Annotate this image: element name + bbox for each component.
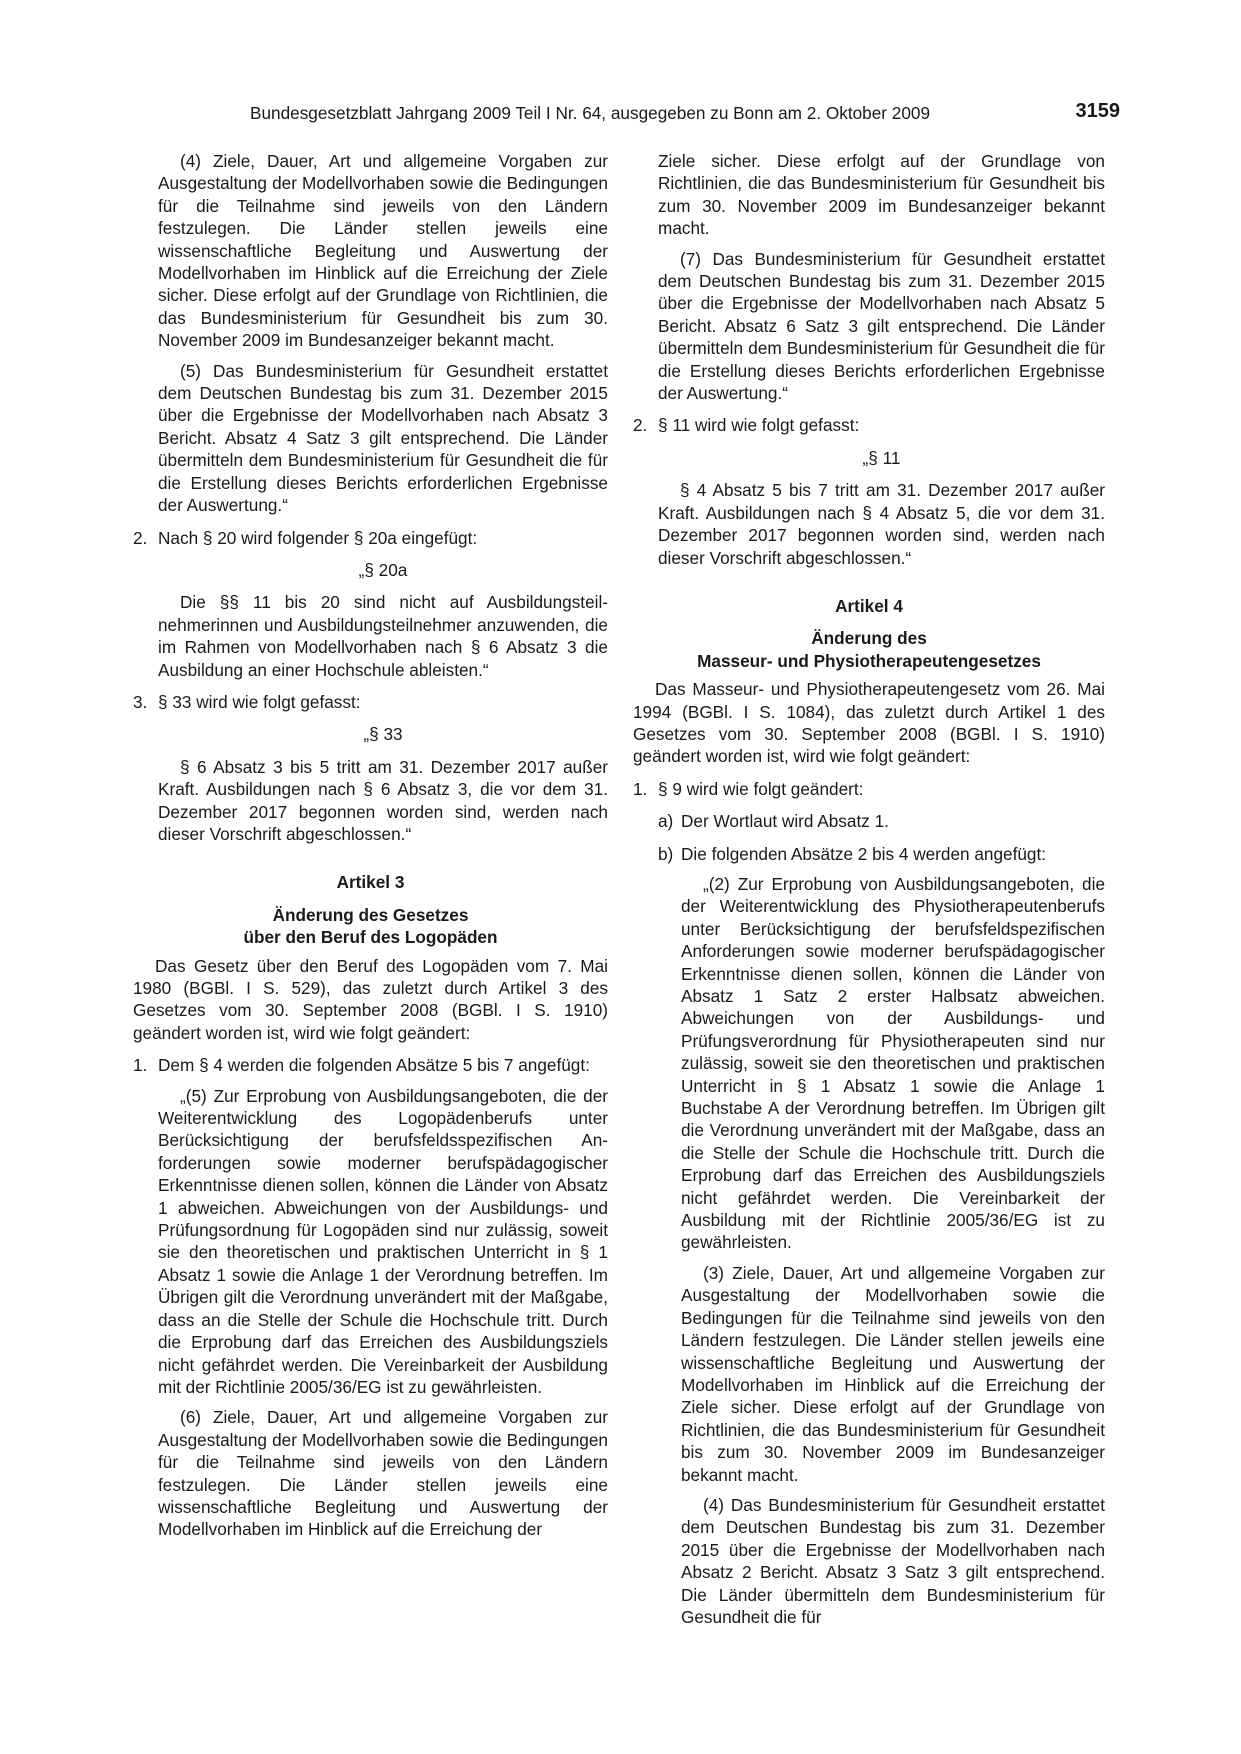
paragraph-4: (4) Ziele, Dauer, Art und allgemeine Vorgaben zur Ausgestaltung der Modellvorhaben sowie die Bedingungen für die Teilnahme sind jeweils von den Ländern festzulegen. Die Länder stellen jeweils eine wissenschaftliche Begleitung und Auswertung der Modellvorhaben im Hinblick auf die Erreichung der Ziele sicher. Diese erfolgt auf der Grundlage von Richtlinien, die das Bundesministerium für Gesundheit bis zum 30. November 2009 im Bundesanzeiger bekannt macht. bbox=[158, 151, 608, 351]
article-4-intro: Das Masseur- und Physiotherapeutengesetz vom 26. Mai 1994 (BGBl. I S. 1084), das zuletzt durch Artikel 1 des Gesetzes vom 30. September 2008 (BGBl. I S. 1910) geändert worden ist, wird wie folgt geändert: bbox=[633, 679, 1105, 767]
section-text-11: § 4 Absatz 5 bis 7 tritt am 31. Dezember 2017 außer Kraft. Ausbildungen nach § 4 Absatz 5, die vor dem 31. Dezember 2017 begonnen worden sind, werden nach dieser Vorschrift abgeschlossen.“ bbox=[658, 480, 1105, 568]
article-4-title-line-1: Änderung des bbox=[811, 628, 927, 649]
article-3-intro: Das Gesetz über den Beruf des Logopäden vom 7. Mai 1980 (BGBl. I S. 529), das zuletzt durch Artikel 3 des Gesetzes vom 30. September 2008 (BGBl. I S. 1910) geändert worden ist, wird wie folgt geändert: bbox=[133, 955, 608, 1043]
physio-paragraph-4: (4) Das Bundesministerium für Gesundheit erstattet dem Deutschen Bundestag bis zum 31. Dezember 2015 über die Ergebnisse der Modellvorhaben nach Absatz 2 Bericht. Absatz 3 Satz 3 gilt entsprechend. Die Länder übermitteln dem Bundesministerium für Gesundheit die für bbox=[681, 1494, 1105, 1627]
list-number: 3. bbox=[133, 691, 148, 712]
article-4-label: Artikel 4 bbox=[835, 595, 903, 616]
section-heading-33: „§ 33 bbox=[363, 724, 403, 745]
left-column bbox=[133, 150, 608, 1541]
article-3-title-line-2: über den Beruf des Logopäden bbox=[243, 927, 498, 948]
article-4-title bbox=[633, 627, 1105, 672]
list-number: 2. bbox=[133, 527, 148, 548]
list-item-3 bbox=[133, 691, 608, 713]
physio-paragraph-3: (3) Ziele, Dauer, Art und allgemeine Vorgaben zur Ausgestaltung der Modellvorhaben sowie die Bedingungen für die Teilnahme sind jeweils von den Ländern festzulegen. Die Länder stellen jeweils eine wissenschaftliche Begleitung und Auswertung der Modellvorhaben im Hinblick auf die Erreichung der Ziele sicher. Diese erfolgt auf der Grundlage von Richtlinien, die das Bundesministerium für Gesundheit bis zum 30. November 2009 im Bundesanzeiger bekannt macht. bbox=[681, 1262, 1105, 1485]
section-heading-11: „§ 11 bbox=[862, 447, 901, 468]
logopaeden-paragraph-5: „(5) Zur Erprobung von Ausbildungsangeboten, die der Weiterentwicklung des Logopädenberufs unter Berücksichtigung der berufsfeldsspezifischen Anforderungen sowie moderner berufspädagogischer Erkenntnisse dienen sollen, können die Länder von Absatz 1 abweichen. Abweichungen von der Ausbildungs- und Prüfungsordnung für Logopäden sind nur zulässig, soweit sie den theoretischen und praktischen Unterricht in § 1 Absatz 1 sowie die Anlage 1 der Verordnung betreffen. Im Übrigen gilt die Verordnung unverändert mit der Maßgabe, dass an die Stelle der Schule die Hochschule tritt. Durch die Erprobung darf das Erreichen des Ausbildungsziels nicht gefährdet werden. Die Vereinbarkeit der Ausbildung mit der Richtlinie 2005/36/EG ist zu gewährleisten. bbox=[158, 1085, 608, 1397]
article-3-list-item-1 bbox=[133, 1054, 608, 1076]
list-text: § 33 wird wie folgt gefasst: bbox=[158, 691, 361, 712]
gazette-title: Bundesgesetzblatt Jahrgang 2009 Teil I Nr. 64, ausgegeben zu Bonn am 2. Oktober 2009 bbox=[250, 103, 931, 123]
article-4-list-item-1 bbox=[633, 778, 1105, 800]
list-text: § 9 wird wie folgt geändert: bbox=[658, 778, 864, 799]
list-text: Dem § 4 werden die folgenden Absätze 5 bis 7 angefügt: bbox=[158, 1055, 590, 1076]
list-text: Nach § 20 wird folgender § 20a eingefügt: bbox=[158, 527, 478, 548]
right-column bbox=[633, 150, 1105, 1628]
sub-item-b bbox=[633, 843, 1105, 865]
list-number: 1. bbox=[633, 778, 648, 799]
list-item-2 bbox=[633, 414, 1105, 436]
section-text-33: § 6 Absatz 3 bis 5 tritt am 31. Dezember 2017 außer Kraft. Ausbildungen nach § 6 Absatz 3, die vor dem 31. Dezember 2017 begonnen worden sind, werden nach dieser Vorschrift abgeschlossen.“ bbox=[158, 756, 608, 844]
sub-item-text: Die folgenden Absätze 2 bis 4 werden angefügt: bbox=[681, 843, 1047, 864]
sub-item-text: Der Wortlaut wird Absatz 1. bbox=[681, 811, 889, 832]
section-heading-20a: „§ 20a bbox=[358, 559, 408, 580]
physio-paragraph-2: „(2) Zur Erprobung von Ausbildungsangeboten, die der Weiterentwicklung des Physiotherapeutenberufs unter Berücksichtigung der berufsfeldspezifischen Anforderungen sowie moderner berufspädagogischer Erkenntnisse dienen sollen, können die Länder von Absatz 1 Satz 2 erster Halbsatz abweichen. Abweichungen von der Ausbildungs- und Prüfungsverordnung für Physiotherapeuten sind nur zulässig, soweit sie den theoretischen und praktischen Unterricht in § 1 Absatz 1 sowie die Anlage 1 Buchstabe A der Verordnung betreffen. Im Übrigen gilt die Verordnung unverändert mit der Maßgabe, dass an die Stelle der Schule die Hochschule tritt. Durch die Erprobung darf das Erreichen des Ausbildungsziels nicht gefährdet werden. Die Vereinbarkeit der Ausbildung mit der Richtlinie 2005/36/EG ist zu gewährleisten. bbox=[681, 873, 1105, 1253]
list-item-2 bbox=[133, 527, 608, 549]
logopaeden-paragraph-6: (6) Ziele, Dauer, Art und allgemeine Vorgaben zur Ausgestaltung der Modellvorhaben sowie die Bedingungen für die Teilnahme sind jeweils von den Ländern festzulegen. Die Länder stellen jeweils eine wissenschaftliche Begleitung und Auswertung der Modellvorhaben im Hinblick auf die Erreichung der bbox=[158, 1407, 608, 1540]
sub-item-letter: a) bbox=[658, 811, 674, 832]
article-4-title-line-2: Masseur- und Physiotherapeutengesetzes bbox=[697, 650, 1041, 671]
paragraph-6-continued: Ziele sicher. Diese erfolgt auf der Grundlage von Richtlinien, die das Bundesministerium für Gesundheit bis zum 30. November 2009 im Bundesanzeiger bekannt macht. bbox=[658, 151, 1105, 239]
article-3-title bbox=[133, 904, 608, 949]
paragraph-5: (5) Das Bundesministerium für Gesundheit erstattet dem Deutschen Bundestag bis zum 31. Dezember 2015 über die Ergebnisse der Modellvorhaben nach Absatz 3 Bericht. Absatz 4 Satz 3 gilt entsprechend. Die Länder übermitteln dem Bundesministerium für Gesundheit die für die Erstellung dieses Berichts erforderlichen Ergebnisse der Auswertung.“ bbox=[158, 360, 608, 516]
paragraph-7: (7) Das Bundesministerium für Gesundheit erstattet dem Deutschen Bundestag bis zum 31. Dezember 2015 über die Ergebnisse der Modellvorhaben nach Absatz 5 Bericht. Absatz 6 Satz 3 gilt entsprechend. Die Länder übermitteln dem Bundesministerium für Gesundheit die für die Erstellung dieses Berichts erforderlichen Ergebnisse der Auswertung.“ bbox=[658, 248, 1105, 404]
page-number: 3159 bbox=[1075, 100, 1120, 122]
list-number: 2. bbox=[633, 415, 648, 436]
list-number: 1. bbox=[133, 1055, 148, 1076]
section-text-20a: Die §§ 11 bis 20 sind nicht auf Ausbildungsteilnehmerinnen und Ausbildungsteilnehmer anzuwenden, die im Rahmen von Modellvorhaben nach § 6 Absatz 3 die Ausbildung an einer Hochschule ablеisten.“ bbox=[158, 592, 608, 680]
list-text: § 11 wird wie folgt gefasst: bbox=[658, 415, 860, 436]
sub-item-a bbox=[633, 810, 1105, 832]
sub-item-letter: b) bbox=[658, 843, 674, 864]
article-3-label: Artikel 3 bbox=[336, 872, 405, 893]
page-header bbox=[250, 100, 1120, 126]
article-3-title-line-1: Änderung des Gesetzes bbox=[272, 904, 469, 925]
